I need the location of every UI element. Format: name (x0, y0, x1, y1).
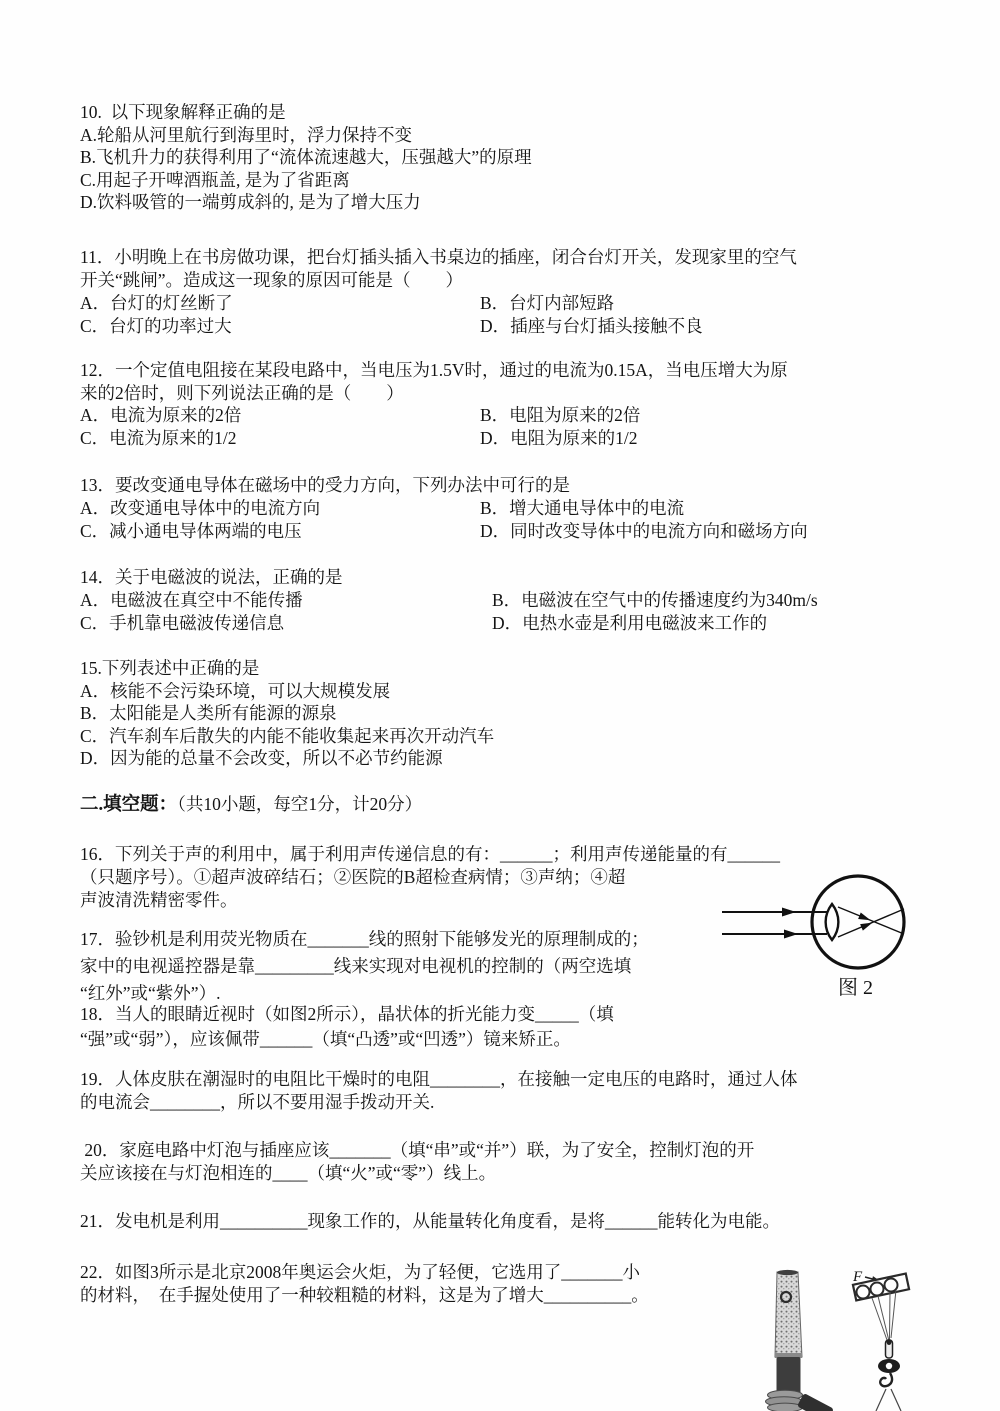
figure-2-eye-diagram (710, 868, 970, 1008)
question-13-stem: 13．要改变通电导体在磁场中的受力方向，下列办法中可行的是 (80, 475, 570, 495)
question-13-option-b: B．增大通电导体中的电流 (480, 498, 685, 518)
question-12-option-a: A．电流为原来的2倍 (80, 405, 242, 425)
figure-pulley-system (845, 1262, 995, 1411)
ray-arrowhead (784, 930, 798, 939)
question-16-line-2: （只题序号）。①超声波碎结石；②医院的B超检查病情；③声纳；④超 (80, 867, 626, 887)
question-15 (80, 657, 960, 770)
crystalline-lens (826, 904, 839, 940)
question-11-stem-line-1: 11．小明晚上在书房做功课，把台灯插头插入书桌边的插座，闭合台灯开关，发现家里的空气 (80, 247, 797, 267)
section-2-meta: （共10小题，每空1分，计20分） (177, 794, 423, 814)
question-12-stem-line-1: 12．一个定值电阻接在某段电路中，当电压为1.5V时，通过的电流为0.15A，当电压增大为原 (80, 360, 788, 380)
torch-top-rim (777, 1270, 798, 1275)
question-22-line-2: 的材料， 在手握处使用了一种较粗糙的材料，这是为了增大__________。 (80, 1285, 649, 1305)
question-16-line-3: 声波清洗精密零件。 (80, 890, 238, 910)
load-line (876, 1389, 886, 1411)
question-18-line-1: 18．当人的眼睛近视时（如图2所示），晶状体的折光能力变_____（填 (80, 1004, 614, 1024)
question-12 (80, 359, 960, 449)
question-13 (80, 474, 960, 543)
gripping-hand (766, 1390, 803, 1411)
force-f-label: F (853, 1269, 863, 1285)
load-line (891, 1389, 901, 1411)
question-15-stem: 15.下列表述中正确的是 (80, 658, 260, 678)
torch-body (775, 1272, 802, 1357)
question-21 (80, 1210, 960, 1233)
question-14-option-d: D．电热水壶是利用电磁波来工作的 (492, 613, 768, 633)
question-12-options-cd (80, 427, 960, 450)
figure-2-caption: 图 2 (838, 977, 873, 999)
question-12-option-d: D．电阻为原来的1/2 (480, 427, 638, 448)
question-17-line-1: 17．验钞机是利用荧光物质在_______线的照射下能够发光的原理制成的； (80, 929, 649, 949)
pulley-ropes (872, 1290, 896, 1340)
sheave-axle (886, 1363, 892, 1369)
question-11-option-b: B．台灯内部短路 (480, 293, 615, 313)
question-10-stem: 10. 以下现象解释正确的是 (80, 102, 286, 122)
question-11-option-d: D．插座与台灯插头接触不良 (480, 316, 703, 336)
question-17-line-2: 家中的电视遥控器是靠_________线来实现对电视机的控制的（两空选填 (80, 956, 632, 976)
question-11-option-c: C．台灯的功率过大 (80, 316, 232, 336)
question-11-options-ab (80, 292, 960, 315)
question-19 (80, 1068, 960, 1114)
question-14-option-c: C．手机靠电磁波传递信息 (80, 613, 285, 633)
figure-3-torch (760, 1265, 838, 1411)
question-18 (80, 1002, 960, 1052)
question-14 (80, 566, 960, 635)
question-11-options-cd (80, 315, 960, 338)
pulley-wheel (885, 1279, 898, 1292)
question-17-line-3: “红外”或“紫外”）. (80, 983, 221, 1003)
question-20-line-2: 关应该接在与灯泡相连的____（填“火”或“零”）线上。 (80, 1163, 497, 1183)
question-12-option-c: C．电流为原来的1/2 (80, 427, 237, 448)
question-21-line-1: 21．发电机是利用__________现象工作的，从能量转化角度看，是将______能转化为电能。 (80, 1211, 780, 1231)
question-19-line-1: 19．人体皮肤在潮湿时的电阻比干燥时的电阻________，在接触一定电压的电路时，通过人体 (80, 1069, 798, 1089)
question-12-option-b: B．电阻为原来的2倍 (480, 405, 641, 425)
question-12-stem-line-2: 来的2倍时，则下列说法正确的是（ ） (80, 382, 404, 403)
spindle-knob (887, 1339, 892, 1345)
question-11 (80, 246, 960, 338)
question-12-options-ab (80, 404, 960, 427)
question-15-option-b: B．太阳能是人类所有能源的源泉 (80, 703, 337, 723)
question-15-option-d: D．因为能的总量不会改变，所以不必节约能源 (80, 748, 443, 768)
question-13-option-a: A．改变通电导体中的电流方向 (80, 498, 321, 518)
question-20 (80, 1139, 960, 1185)
question-14-options-ab (80, 589, 960, 612)
refracted-ray-upper (838, 907, 904, 934)
question-16-line-1: 16．下列关于声的利用中，属于利用声传递信息的有：______；利用声传递能量的有______ (80, 844, 780, 864)
question-15-option-c: C．汽车刹车后散失的内能不能收集起来再次开动汽车 (80, 725, 495, 746)
question-13-option-d: D．同时改变导体中的电流方向和磁场方向 (480, 521, 808, 541)
question-14-option-b: B．电磁波在空气中的传播速度约为340m/s (492, 590, 818, 610)
question-20-line-1: 20．家庭电路中灯泡与插座应该_______（填“串”或“并”）联，为了安全，控制灯泡的开 (80, 1140, 755, 1160)
question-10 (80, 101, 960, 214)
question-10-option-d: D.饮料吸管的一端剪成斜的, 是为了增大压力 (80, 192, 421, 212)
question-11-option-a: A．台灯的灯丝断了 (80, 293, 233, 313)
question-22-line-1: 22．如图3所示是北京2008年奥运会火炬，为了轻便，它选用了_______小 (80, 1262, 640, 1282)
section-2-header (80, 790, 960, 816)
question-10-option-b: B.飞机升力的获得利用了“流体流速越大，压强越大”的原理 (80, 147, 532, 167)
question-10-option-a: A.轮船从河里航行到海里时，浮力保持不变 (80, 124, 413, 145)
section-2-title: 二.填空题： (80, 795, 178, 815)
ray-arrowhead (858, 913, 872, 924)
pulley-wheel (857, 1286, 870, 1299)
question-10-option-c: C.用起子开啤酒瓶盖, 是为了省距离 (80, 169, 350, 190)
question-19-line-2: 的电流会________，所以不要用湿手拨动开关. (80, 1092, 435, 1112)
pulley-wheel (871, 1283, 884, 1296)
question-11-stem-line-2: 开关“跳闸”。造成这一现象的原因可能是（ ） (80, 270, 464, 290)
question-13-options-cd (80, 520, 960, 543)
question-18-line-2: “强”或“弱”），应该佩带______（填“凸透”或“凹透”）镜来矫正。 (80, 1029, 571, 1049)
question-14-option-a: A．电磁波在真空中不能传播 (80, 590, 303, 610)
question-13-options-ab (80, 497, 960, 520)
ray-arrowhead (782, 908, 796, 917)
question-14-stem: 14．关于电磁波的说法，正确的是 (80, 567, 343, 587)
load-hook (880, 1373, 892, 1386)
question-13-option-c: C．减小通电导体两端的电压 (80, 521, 302, 541)
question-14-options-cd (80, 612, 960, 635)
question-15-option-a: A．核能不会污染环境，可以大规模发展 (80, 680, 391, 701)
